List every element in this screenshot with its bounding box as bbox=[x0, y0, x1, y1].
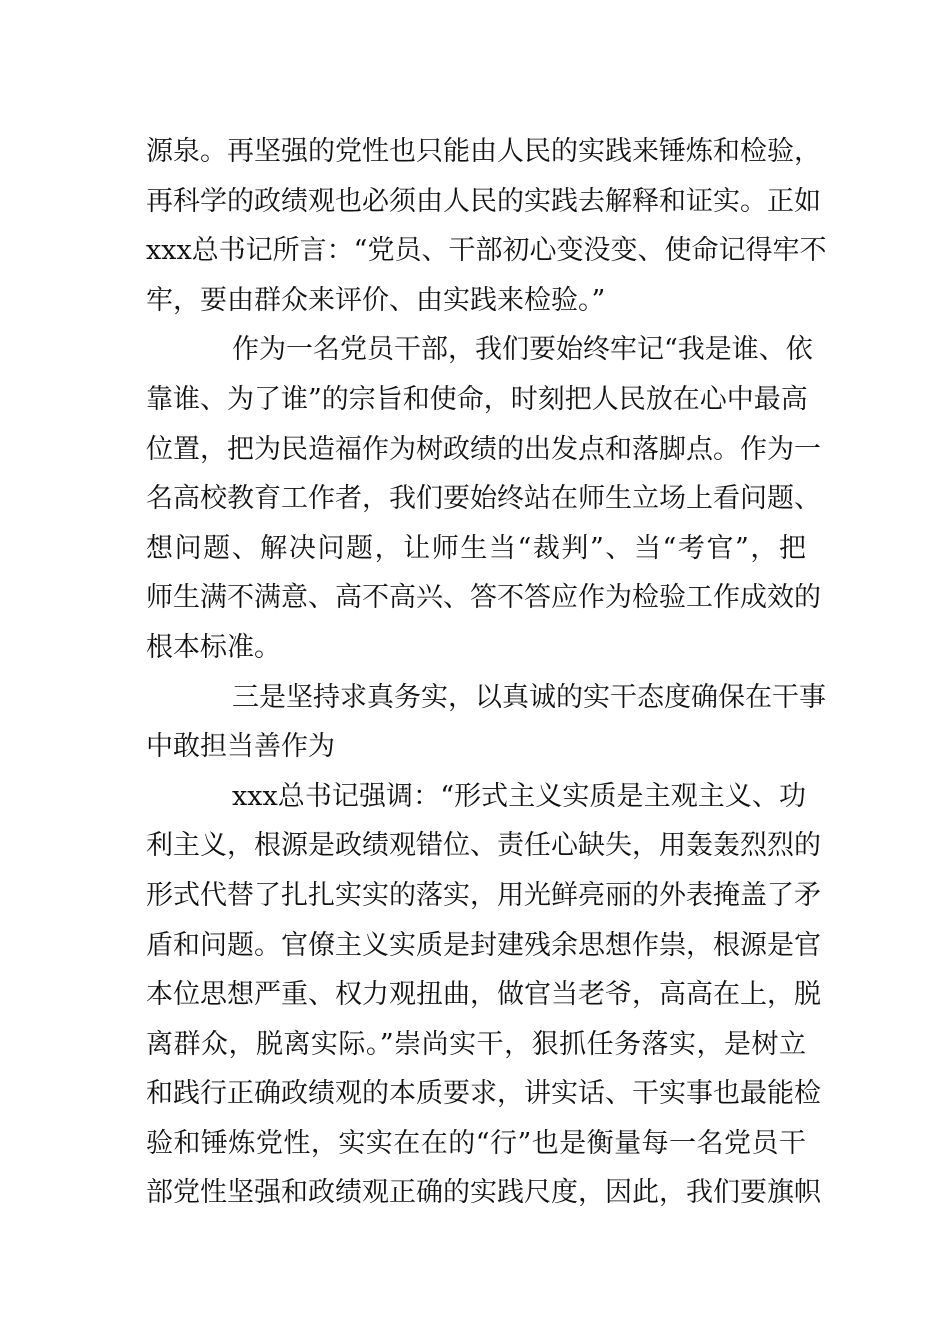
text-line: 盾和问题。官僚主义实质是封建残余思想作祟，根源是官 bbox=[146, 929, 821, 961]
text-line: 源泉。再坚强的党性也只能由人民的实践来锤炼和检验， bbox=[146, 136, 821, 167]
text-line: 名高校教育工作者，我们要始终站在师生立场上看问题、 bbox=[146, 483, 821, 515]
text-line: 和践行正确政绩观的本质要求，讲实话、干实事也最能检 bbox=[146, 1078, 821, 1110]
text-line: 本位思想严重、权力观扭曲，做官当老爷，高高在上，脱 bbox=[146, 979, 821, 1011]
text-line: 根本标准。 bbox=[146, 631, 281, 663]
paragraph-formalism bbox=[146, 772, 821, 1218]
text-line: 利主义，根源是政绩观错位、责任心缺失，用轰轰烈烈的 bbox=[146, 830, 821, 862]
text-line: 再科学的政绩观也必须由人民的实践去解释和证实。正如 bbox=[146, 185, 821, 217]
text-line: 牢，要由群众来评价、由实践来检验。” bbox=[146, 284, 606, 316]
section-heading-three bbox=[146, 673, 826, 772]
paragraph-continuation bbox=[146, 127, 827, 325]
text-line: 三是坚持求真务实，以真诚的实干态度确保在干事 bbox=[232, 681, 826, 713]
text-line: 中敢担当善作为 bbox=[146, 731, 335, 763]
text-line: 想问题、解决问题，让师生当“裁判”、当“考官”，把 bbox=[146, 532, 806, 564]
text-line: 部党性坚强和政绩观正确的实践尺度，因此，我们要旗帜 bbox=[146, 1177, 821, 1209]
text-line: 师生满不满意、高不高兴、答不答应作为检验工作成效的 bbox=[146, 582, 821, 614]
text-line: 作为一名党员干部，我们要始终牢记“我是谁、依 bbox=[232, 334, 813, 366]
paragraph-party-member bbox=[146, 325, 821, 672]
text-line: 验和锤炼党性，实实在在的“行”也是衡量每一名党员干 bbox=[146, 1127, 806, 1159]
text-line: xxx总书记所言：“党员、干部初心变没变、使命记得牢不 bbox=[146, 235, 827, 267]
text-line: 位置，把为民造福作为树政绩的出发点和落脚点。作为一 bbox=[146, 433, 821, 465]
document-body bbox=[146, 127, 827, 1218]
text-line: 形式代替了扎扎实实的落实，用光鲜亮丽的外表掩盖了矛 bbox=[146, 879, 821, 911]
text-line: 离群众，脱离实际。”崇尚实干，狠抓任务落实，是树立 bbox=[146, 1028, 806, 1060]
text-line: 靠谁、为了谁”的宗旨和使命，时刻把人民放在心中最高 bbox=[146, 383, 808, 415]
text-line: xxx总书记强调：“形式主义实质是主观主义、功 bbox=[232, 780, 806, 812]
